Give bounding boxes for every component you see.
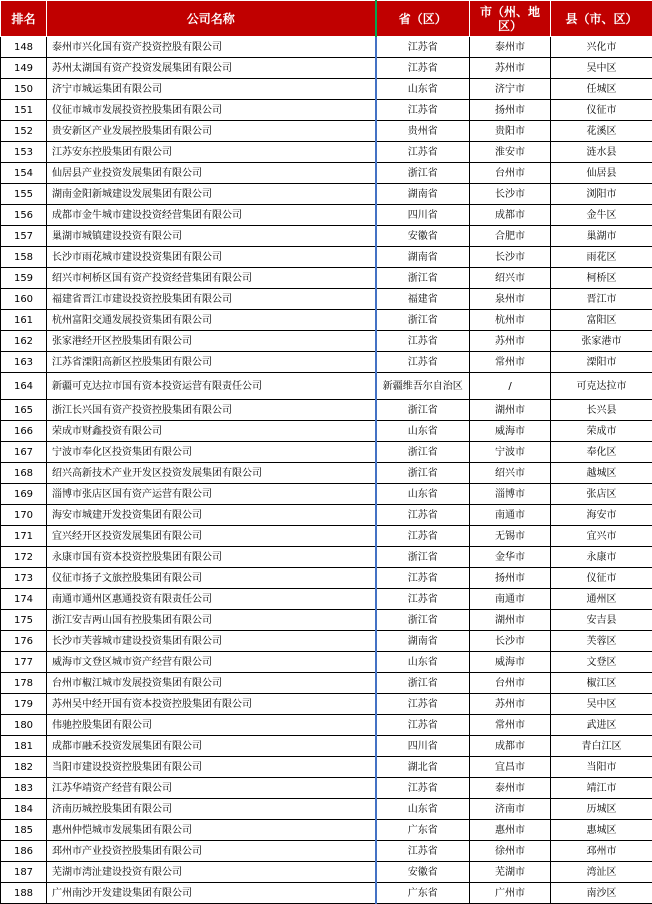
rank-cell: 152 [1,121,47,142]
table-row [1,79,652,100]
city-cell: 淄博市 [470,484,551,505]
province-cell: 浙江省 [376,163,470,184]
company-name-cell: 仪征市城市发展投资控股集团有限公司 [47,100,376,121]
table-row [1,883,652,904]
county-cell: 芙蓉区 [551,631,652,652]
county-cell: 长兴县 [551,400,652,421]
table-row [1,289,652,310]
rank-cell: 167 [1,442,47,463]
table-row [1,121,652,142]
county-cell: 涟水县 [551,142,652,163]
company-name-cell: 济南历城控股集团有限公司 [47,799,376,820]
company-name-cell: 苏州吴中经开国有资本投资控股集团有限公司 [47,694,376,715]
company-name-cell: 仪征市扬子文旅控股集团有限公司 [47,568,376,589]
header-county: 县（市、区） [551,1,652,37]
county-cell: 富阳区 [551,310,652,331]
table-row [1,736,652,757]
table-row [1,652,652,673]
city-cell: 长沙市 [470,247,551,268]
county-cell: 张店区 [551,484,652,505]
city-cell: 扬州市 [470,568,551,589]
county-cell: 金牛区 [551,205,652,226]
city-cell: 长沙市 [470,631,551,652]
province-cell: 江苏省 [376,526,470,547]
province-cell: 广东省 [376,820,470,841]
rank-cell: 182 [1,757,47,778]
province-cell: 安徽省 [376,862,470,883]
city-cell: 绍兴市 [470,268,551,289]
header-company-name: 公司名称 [47,1,376,37]
county-cell: 溧阳市 [551,352,652,373]
company-name-cell: 淄博市张店区国有资产运营有限公司 [47,484,376,505]
city-cell: / [470,373,551,400]
rank-cell: 181 [1,736,47,757]
rank-cell: 151 [1,100,47,121]
province-cell: 江苏省 [376,589,470,610]
city-cell: 无锡市 [470,526,551,547]
province-cell: 湖南省 [376,184,470,205]
table-row [1,142,652,163]
rank-cell: 173 [1,568,47,589]
province-cell: 浙江省 [376,610,470,631]
county-cell: 柯桥区 [551,268,652,289]
city-cell: 贵阳市 [470,121,551,142]
county-cell: 吴中区 [551,58,652,79]
province-cell: 湖南省 [376,631,470,652]
city-cell: 苏州市 [470,58,551,79]
table-row [1,442,652,463]
company-name-cell: 海安市城建开发投资集团有限公司 [47,505,376,526]
county-cell: 安吉县 [551,610,652,631]
table-row [1,100,652,121]
company-name-cell: 新疆可克达拉市国有资本投资运营有限责任公司 [47,373,376,400]
city-cell: 苏州市 [470,331,551,352]
company-name-cell: 宜兴经开区投资发展集团有限公司 [47,526,376,547]
county-cell: 张家港市 [551,331,652,352]
company-name-cell: 伟驰控股集团有限公司 [47,715,376,736]
company-name-cell: 芜湖市湾沚建设投资有限公司 [47,862,376,883]
province-cell: 浙江省 [376,400,470,421]
table-row [1,547,652,568]
rank-cell: 160 [1,289,47,310]
rank-cell: 159 [1,268,47,289]
city-cell: 台州市 [470,673,551,694]
table-row [1,163,652,184]
province-cell: 江苏省 [376,505,470,526]
company-name-cell: 泰州市兴化国有资产投资控股有限公司 [47,37,376,58]
county-cell: 雨花区 [551,247,652,268]
province-cell: 江苏省 [376,37,470,58]
city-cell: 苏州市 [470,694,551,715]
rank-cell: 184 [1,799,47,820]
company-name-cell: 绍兴高新技术产业开发区投资发展集团有限公司 [47,463,376,484]
province-cell: 江苏省 [376,841,470,862]
county-cell: 浏阳市 [551,184,652,205]
county-cell: 仪征市 [551,100,652,121]
city-cell: 台州市 [470,163,551,184]
company-name-cell: 成都市金牛城市建设投资经营集团有限公司 [47,205,376,226]
table-row [1,568,652,589]
rank-cell: 148 [1,37,47,58]
table-row [1,841,652,862]
rank-cell: 156 [1,205,47,226]
province-cell: 江苏省 [376,142,470,163]
county-cell: 当阳市 [551,757,652,778]
province-cell: 浙江省 [376,268,470,289]
company-name-cell: 江苏省溧阳高新区控股集团有限公司 [47,352,376,373]
table-row [1,526,652,547]
city-cell: 湖州市 [470,400,551,421]
rank-cell: 158 [1,247,47,268]
company-name-cell: 成都市融禾投资发展集团有限公司 [47,736,376,757]
province-cell: 广东省 [376,883,470,904]
rank-cell: 176 [1,631,47,652]
header-province: 省（区） [376,1,470,37]
county-cell: 仪征市 [551,568,652,589]
rank-cell: 180 [1,715,47,736]
city-cell: 扬州市 [470,100,551,121]
city-cell: 泰州市 [470,37,551,58]
company-name-cell: 福建省晋江市建设投资控股集团有限公司 [47,289,376,310]
county-cell: 惠城区 [551,820,652,841]
table-row [1,694,652,715]
table-row [1,799,652,820]
company-name-cell: 台州市椒江城市发展投资集团有限公司 [47,673,376,694]
province-cell: 安徽省 [376,226,470,247]
city-cell: 湖州市 [470,610,551,631]
rank-cell: 169 [1,484,47,505]
company-name-cell: 威海市文登区城市资产经营有限公司 [47,652,376,673]
rank-cell: 162 [1,331,47,352]
table-row [1,58,652,79]
table-row [1,205,652,226]
county-cell: 武进区 [551,715,652,736]
county-cell: 奉化区 [551,442,652,463]
table-row [1,37,652,58]
province-cell: 江苏省 [376,331,470,352]
company-name-cell: 绍兴市柯桥区国有资产投资经营集团有限公司 [47,268,376,289]
company-name-cell: 荣成市财鑫投资有限公司 [47,421,376,442]
rank-cell: 172 [1,547,47,568]
province-cell: 江苏省 [376,778,470,799]
table-row [1,673,652,694]
header-rank: 排名 [1,1,47,37]
table-row [1,631,652,652]
province-cell: 江苏省 [376,352,470,373]
city-cell: 徐州市 [470,841,551,862]
header-row [1,1,652,37]
county-cell: 任城区 [551,79,652,100]
province-cell: 浙江省 [376,463,470,484]
county-cell: 历城区 [551,799,652,820]
province-cell: 江苏省 [376,100,470,121]
table-row [1,862,652,883]
county-cell: 邳州市 [551,841,652,862]
company-name-cell: 江苏华靖资产经营有限公司 [47,778,376,799]
county-cell: 兴化市 [551,37,652,58]
table-row [1,820,652,841]
province-cell: 浙江省 [376,310,470,331]
city-cell: 威海市 [470,421,551,442]
rank-cell: 188 [1,883,47,904]
city-cell: 泰州市 [470,778,551,799]
rank-cell: 163 [1,352,47,373]
company-name-cell: 湖南金阳新城建设发展集团有限公司 [47,184,376,205]
county-cell: 海安市 [551,505,652,526]
city-cell: 常州市 [470,715,551,736]
company-name-cell: 邳州市产业投资控股集团有限公司 [47,841,376,862]
company-name-cell: 宁波市奉化区投资集团有限公司 [47,442,376,463]
rank-cell: 168 [1,463,47,484]
rank-cell: 179 [1,694,47,715]
county-cell: 永康市 [551,547,652,568]
city-cell: 广州市 [470,883,551,904]
province-cell: 贵州省 [376,121,470,142]
table-row [1,484,652,505]
rank-cell: 149 [1,58,47,79]
table-row [1,373,652,400]
rank-cell: 166 [1,421,47,442]
table-row [1,715,652,736]
province-cell: 浙江省 [376,673,470,694]
rank-cell: 178 [1,673,47,694]
province-cell: 山东省 [376,79,470,100]
company-name-cell: 长沙市雨花城市建设投资集团有限公司 [47,247,376,268]
table-row [1,352,652,373]
company-name-cell: 济宁市城运集团有限公司 [47,79,376,100]
province-cell: 江苏省 [376,568,470,589]
company-name-cell: 当阳市建设投资控股集团有限公司 [47,757,376,778]
province-cell: 湖北省 [376,757,470,778]
rank-cell: 171 [1,526,47,547]
company-name-cell: 苏州太湖国有资产投资发展集团有限公司 [47,58,376,79]
county-cell: 仙居县 [551,163,652,184]
rank-cell: 175 [1,610,47,631]
county-cell: 晋江市 [551,289,652,310]
city-cell: 杭州市 [470,310,551,331]
county-cell: 青白江区 [551,736,652,757]
rank-cell: 150 [1,79,47,100]
province-cell: 山东省 [376,799,470,820]
province-cell: 山东省 [376,484,470,505]
rank-cell: 185 [1,820,47,841]
table-row [1,268,652,289]
rank-cell: 174 [1,589,47,610]
table-row [1,226,652,247]
city-cell: 南通市 [470,505,551,526]
city-cell: 宁波市 [470,442,551,463]
county-cell: 荣成市 [551,421,652,442]
county-cell: 文登区 [551,652,652,673]
province-cell: 四川省 [376,205,470,226]
city-cell: 威海市 [470,652,551,673]
province-cell: 湖南省 [376,247,470,268]
city-cell: 成都市 [470,205,551,226]
rank-cell: 170 [1,505,47,526]
company-name-cell: 张家港经开区控股集团有限公司 [47,331,376,352]
county-cell: 靖江市 [551,778,652,799]
city-cell: 泉州市 [470,289,551,310]
rank-cell: 157 [1,226,47,247]
rank-cell: 161 [1,310,47,331]
county-cell: 吴中区 [551,694,652,715]
company-name-cell: 南通市通州区惠通投资有限责任公司 [47,589,376,610]
company-name-cell: 巢湖市城镇建设投资有限公司 [47,226,376,247]
province-cell: 山东省 [376,652,470,673]
rank-cell: 165 [1,400,47,421]
table-body [1,37,652,904]
city-cell: 济宁市 [470,79,551,100]
county-cell: 花溪区 [551,121,652,142]
province-cell: 福建省 [376,289,470,310]
city-cell: 南通市 [470,589,551,610]
table-row [1,421,652,442]
table-row [1,610,652,631]
county-cell: 越城区 [551,463,652,484]
province-cell: 新疆维吾尔自治区 [376,373,470,400]
city-cell: 惠州市 [470,820,551,841]
county-cell: 南沙区 [551,883,652,904]
company-name-cell: 广州南沙开发建设集团有限公司 [47,883,376,904]
rank-cell: 164 [1,373,47,400]
rank-cell: 177 [1,652,47,673]
rank-cell: 153 [1,142,47,163]
province-cell: 山东省 [376,421,470,442]
company-name-cell: 长沙市芙蓉城市建设投资集团有限公司 [47,631,376,652]
province-cell: 四川省 [376,736,470,757]
header-city: 市（州、地区） [470,1,551,37]
county-cell: 椒江区 [551,673,652,694]
county-cell: 巢湖市 [551,226,652,247]
table-row [1,247,652,268]
table-row [1,589,652,610]
table-row [1,463,652,484]
table-header [1,1,652,37]
company-name-cell: 仙居县产业投资发展集团有限公司 [47,163,376,184]
province-cell: 浙江省 [376,442,470,463]
city-cell: 合肥市 [470,226,551,247]
rank-cell: 187 [1,862,47,883]
rank-cell: 154 [1,163,47,184]
table-row [1,757,652,778]
table-row [1,331,652,352]
province-cell: 江苏省 [376,715,470,736]
city-cell: 成都市 [470,736,551,757]
company-name-cell: 贵安新区产业发展控股集团有限公司 [47,121,376,142]
table-row [1,310,652,331]
province-cell: 江苏省 [376,694,470,715]
county-cell: 可克达拉市 [551,373,652,400]
table-row [1,505,652,526]
county-cell: 湾沚区 [551,862,652,883]
company-name-cell: 永康市国有资本投资控股集团有限公司 [47,547,376,568]
province-cell: 浙江省 [376,547,470,568]
city-cell: 长沙市 [470,184,551,205]
city-cell: 金华市 [470,547,551,568]
province-cell: 江苏省 [376,58,470,79]
county-cell: 宜兴市 [551,526,652,547]
table-row [1,184,652,205]
city-cell: 绍兴市 [470,463,551,484]
company-name-cell: 江苏安东控股集团有限公司 [47,142,376,163]
city-cell: 芜湖市 [470,862,551,883]
company-name-cell: 浙江安吉两山国有控股集团有限公司 [47,610,376,631]
rank-cell: 186 [1,841,47,862]
rank-cell: 155 [1,184,47,205]
table-row [1,400,652,421]
table-row [1,778,652,799]
city-cell: 淮安市 [470,142,551,163]
city-cell: 宜昌市 [470,757,551,778]
rank-cell: 183 [1,778,47,799]
city-cell: 济南市 [470,799,551,820]
county-cell: 通州区 [551,589,652,610]
company-name-cell: 杭州富阳交通发展投资集团有限公司 [47,310,376,331]
company-name-cell: 浙江长兴国有资产投资控股集团有限公司 [47,400,376,421]
city-cell: 常州市 [470,352,551,373]
company-name-cell: 惠州仲恺城市发展集团有限公司 [47,820,376,841]
